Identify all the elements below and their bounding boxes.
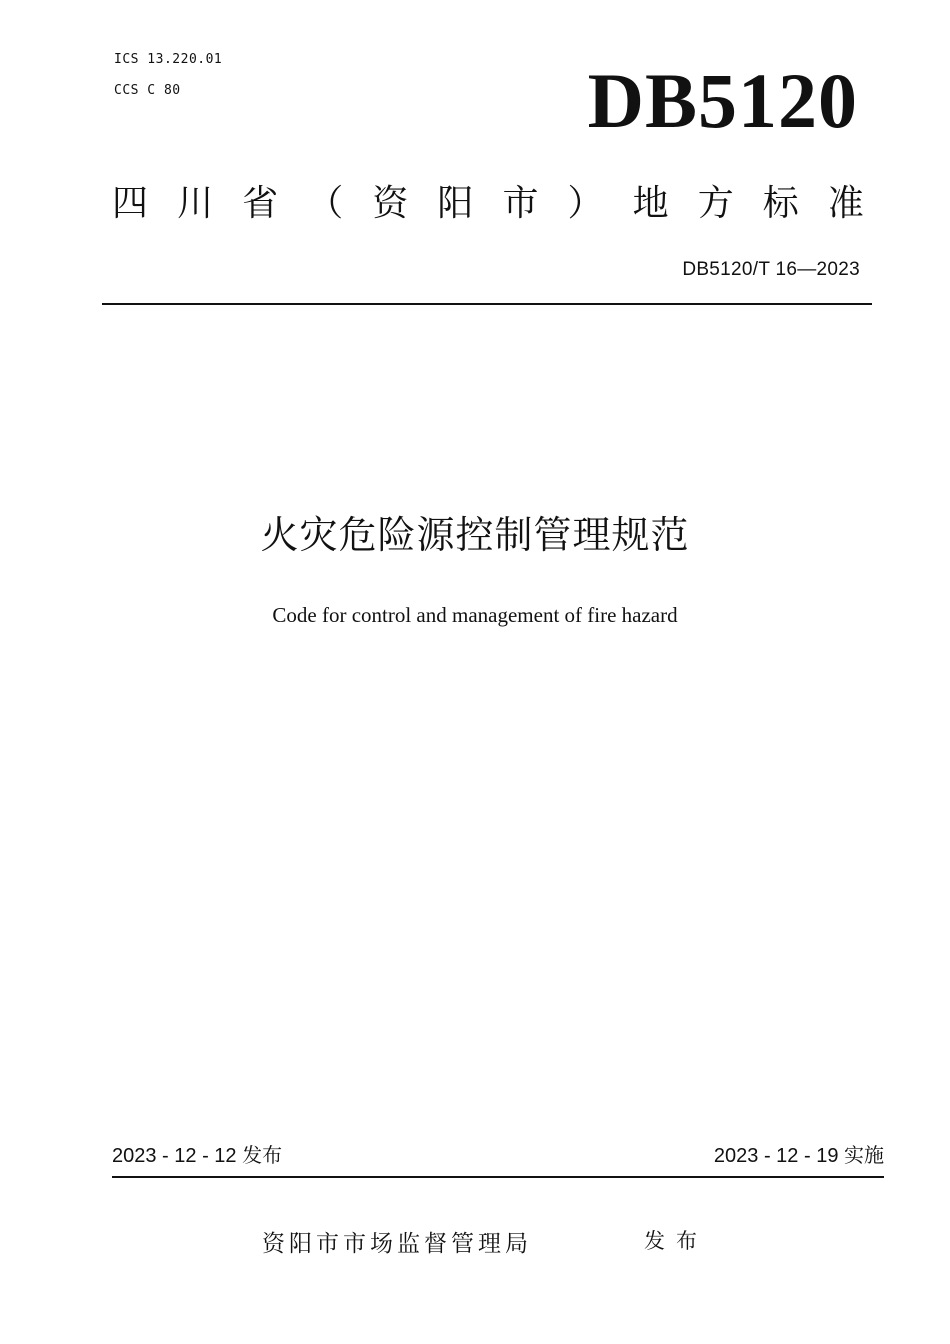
bottom-divider [112,1176,884,1178]
title-chinese: 火灾危险源控制管理规范 [260,513,690,557]
standard-type-char: （ [307,183,344,224]
issue-date: 2023 - 12 - 12 发布 [112,1145,283,1167]
standard-type-char: 方 [697,183,734,224]
standard-type-char: 市 [502,183,539,224]
standard-type-char: 四 [112,183,149,224]
standard-type-char: 川 [177,183,214,224]
issue-label: 发布 [644,1229,708,1253]
standard-type-char: ） [567,183,604,224]
standard-number: DB5120/T 16—2023 [682,259,860,280]
standard-type-char: 资 [372,183,409,224]
standard-type-heading [112,183,864,224]
standard-type-char: 准 [827,183,864,224]
standard-type-char: 地 [632,183,669,224]
title-english: Code for control and management of fire hazard [272,603,678,627]
standard-type-char: 标 [762,183,799,224]
top-divider [102,303,872,305]
standard-type-char: 省 [242,183,279,224]
implementation-date: 2023 - 12 - 19 实施 [713,1145,884,1167]
ics-code: ICS 13.220.01 [114,52,223,67]
db-code-logo: DB5120 [587,57,858,144]
issuing-authority: 资阳市市场监督管理局 [262,1231,532,1257]
standard-type-char: 阳 [437,183,474,224]
ccs-code: CCS C 80 [114,83,181,98]
